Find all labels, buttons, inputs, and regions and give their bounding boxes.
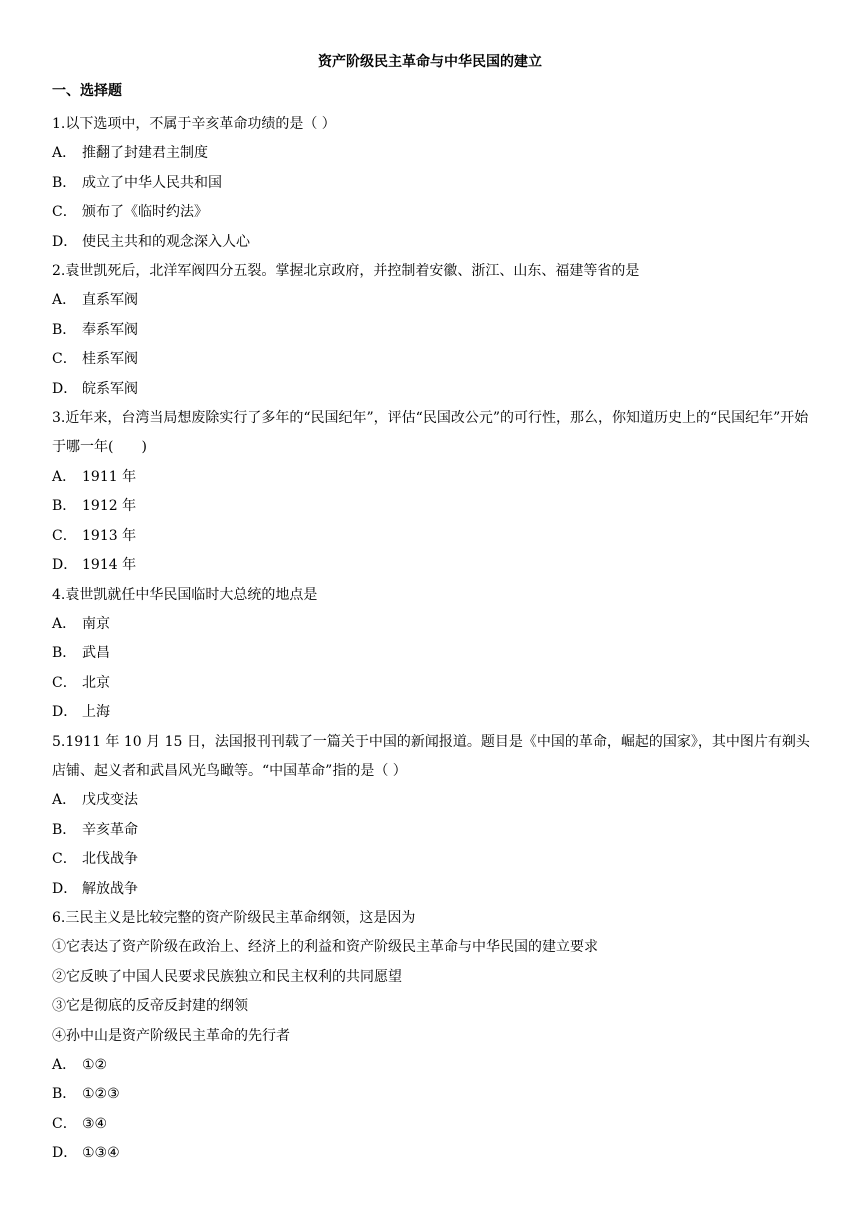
option-letter: C． (52, 204, 77, 221)
option-text: 辛亥革命 (82, 821, 138, 838)
option-letter: C． (52, 351, 77, 368)
question-block (52, 904, 812, 1169)
option-text: 推翻了封建君主制度 (82, 145, 208, 162)
option-text: 上海 (82, 704, 110, 721)
question-stem: 5.1911 年 10 月 15 日，法国报刊刊载了一篇关于中国的新闻报道。题目是《中国的革命，崛起的国家》，其中图片有剃头店铺、起义者和武昌风光鸟瞰等。“中国革命”指的是（ ） (52, 733, 810, 779)
option-text: 1912 年 (82, 498, 137, 515)
question-block (52, 404, 812, 580)
option-letter: D． (52, 880, 78, 897)
answer-option (52, 198, 812, 227)
answer-option (52, 286, 812, 315)
option-text: 解放战争 (82, 880, 138, 897)
option-text: 北伐战争 (82, 851, 138, 868)
question-block (52, 581, 812, 728)
option-text: 戊戌变法 (82, 792, 138, 809)
option-letter: B． (52, 645, 77, 662)
option-text: ③④ (82, 1115, 108, 1132)
answer-option (52, 875, 812, 904)
option-letter: A． (52, 792, 77, 809)
option-text: 直系军阀 (82, 292, 138, 309)
question-statement: ③它是彻底的反帝反封建的纲领 (52, 998, 248, 1015)
answer-option (52, 845, 812, 874)
option-letter: B． (52, 498, 77, 515)
answer-option (52, 345, 812, 374)
option-text: 桂系军阀 (82, 351, 138, 368)
answer-option (52, 1051, 812, 1080)
answer-option (52, 139, 812, 168)
option-letter: D． (52, 704, 78, 721)
document-title: 资产阶级民主革命与中华民国的建立 (318, 54, 542, 70)
question-list (52, 110, 812, 1169)
option-letter: A． (52, 292, 77, 309)
answer-option (52, 375, 812, 404)
answer-option (52, 816, 812, 845)
option-letter: A． (52, 468, 77, 485)
option-letter: C． (52, 1115, 77, 1132)
answer-option (52, 610, 812, 639)
option-text: 奉系军阀 (82, 321, 138, 338)
answer-option (52, 316, 812, 345)
option-text: 颁布了《临时约法》 (82, 204, 208, 221)
answer-option (52, 1110, 812, 1139)
section-heading: 一、选择题 (52, 83, 122, 99)
answer-option (52, 698, 812, 727)
option-letter: D． (52, 1145, 78, 1162)
option-text: 北京 (82, 674, 110, 691)
option-text: ①②③ (82, 1086, 120, 1103)
question-stem: 1.以下选项中，不属于辛亥革命功绩的是（ ） (52, 116, 336, 132)
question-stem: 4.袁世凯就任中华民国临时大总统的地点是 (52, 586, 318, 603)
option-text: ①③④ (82, 1145, 120, 1162)
answer-option (52, 669, 812, 698)
question-statement: ④孙中山是资产阶级民主革命的先行者 (52, 1027, 290, 1044)
answer-option (52, 639, 812, 668)
question-block (52, 257, 812, 404)
option-text: 1914 年 (82, 557, 137, 574)
option-letter: D． (52, 557, 78, 574)
question-block (52, 728, 812, 904)
option-text: 使民主共和的观念深入人心 (82, 233, 250, 250)
question-statement: ①它表达了资产阶级在政治上、经济上的利益和资产阶级民主革命与中华民国的建立要求 (52, 939, 598, 956)
question-block (52, 110, 812, 257)
question-stem: 2.袁世凯死后，北洋军阀四分五裂。掌握北京政府，并控制着安徽、浙江、山东、福建等省的是 (52, 263, 640, 280)
option-text: ①② (82, 1057, 108, 1073)
answer-option (52, 551, 812, 580)
option-text: 1911 年 (82, 468, 137, 485)
option-letter: B． (52, 1086, 77, 1103)
question-statement: ②它反映了中国人民要求民族独立和民主权利的共同愿望 (52, 968, 402, 985)
question-stem: 3.近年来，台湾当局想废除实行了多年的“民国纪年”，评估“民国改公元”的可行性，那么，你知道历史上的“民国纪年”开始于哪一年( ) (52, 410, 809, 456)
option-text: 1913 年 (82, 527, 137, 544)
answer-option (52, 169, 812, 198)
option-letter: B． (52, 321, 77, 338)
option-letter: A． (52, 145, 77, 162)
option-letter: D． (52, 233, 78, 250)
option-letter: B． (52, 174, 77, 191)
option-letter: A． (52, 615, 77, 632)
answer-option (52, 228, 812, 257)
answer-option (52, 786, 812, 815)
option-letter: D． (52, 380, 78, 397)
option-text: 成立了中华人民共和国 (82, 174, 222, 191)
option-letter: C． (52, 527, 77, 544)
answer-option (52, 522, 812, 551)
option-text: 南京 (82, 615, 110, 632)
answer-option (52, 1080, 812, 1109)
option-letter: C． (52, 851, 77, 868)
question-stem: 6.三民主义是比较完整的资产阶级民主革命纲领，这是因为 (52, 909, 416, 926)
option-text: 皖系军阀 (82, 380, 138, 397)
option-text: 武昌 (82, 645, 110, 662)
option-letter: B． (52, 821, 77, 838)
option-letter: A． (52, 1057, 77, 1073)
answer-option (52, 463, 812, 492)
answer-option (52, 492, 812, 521)
option-letter: C． (52, 674, 77, 691)
answer-option (52, 1139, 812, 1168)
